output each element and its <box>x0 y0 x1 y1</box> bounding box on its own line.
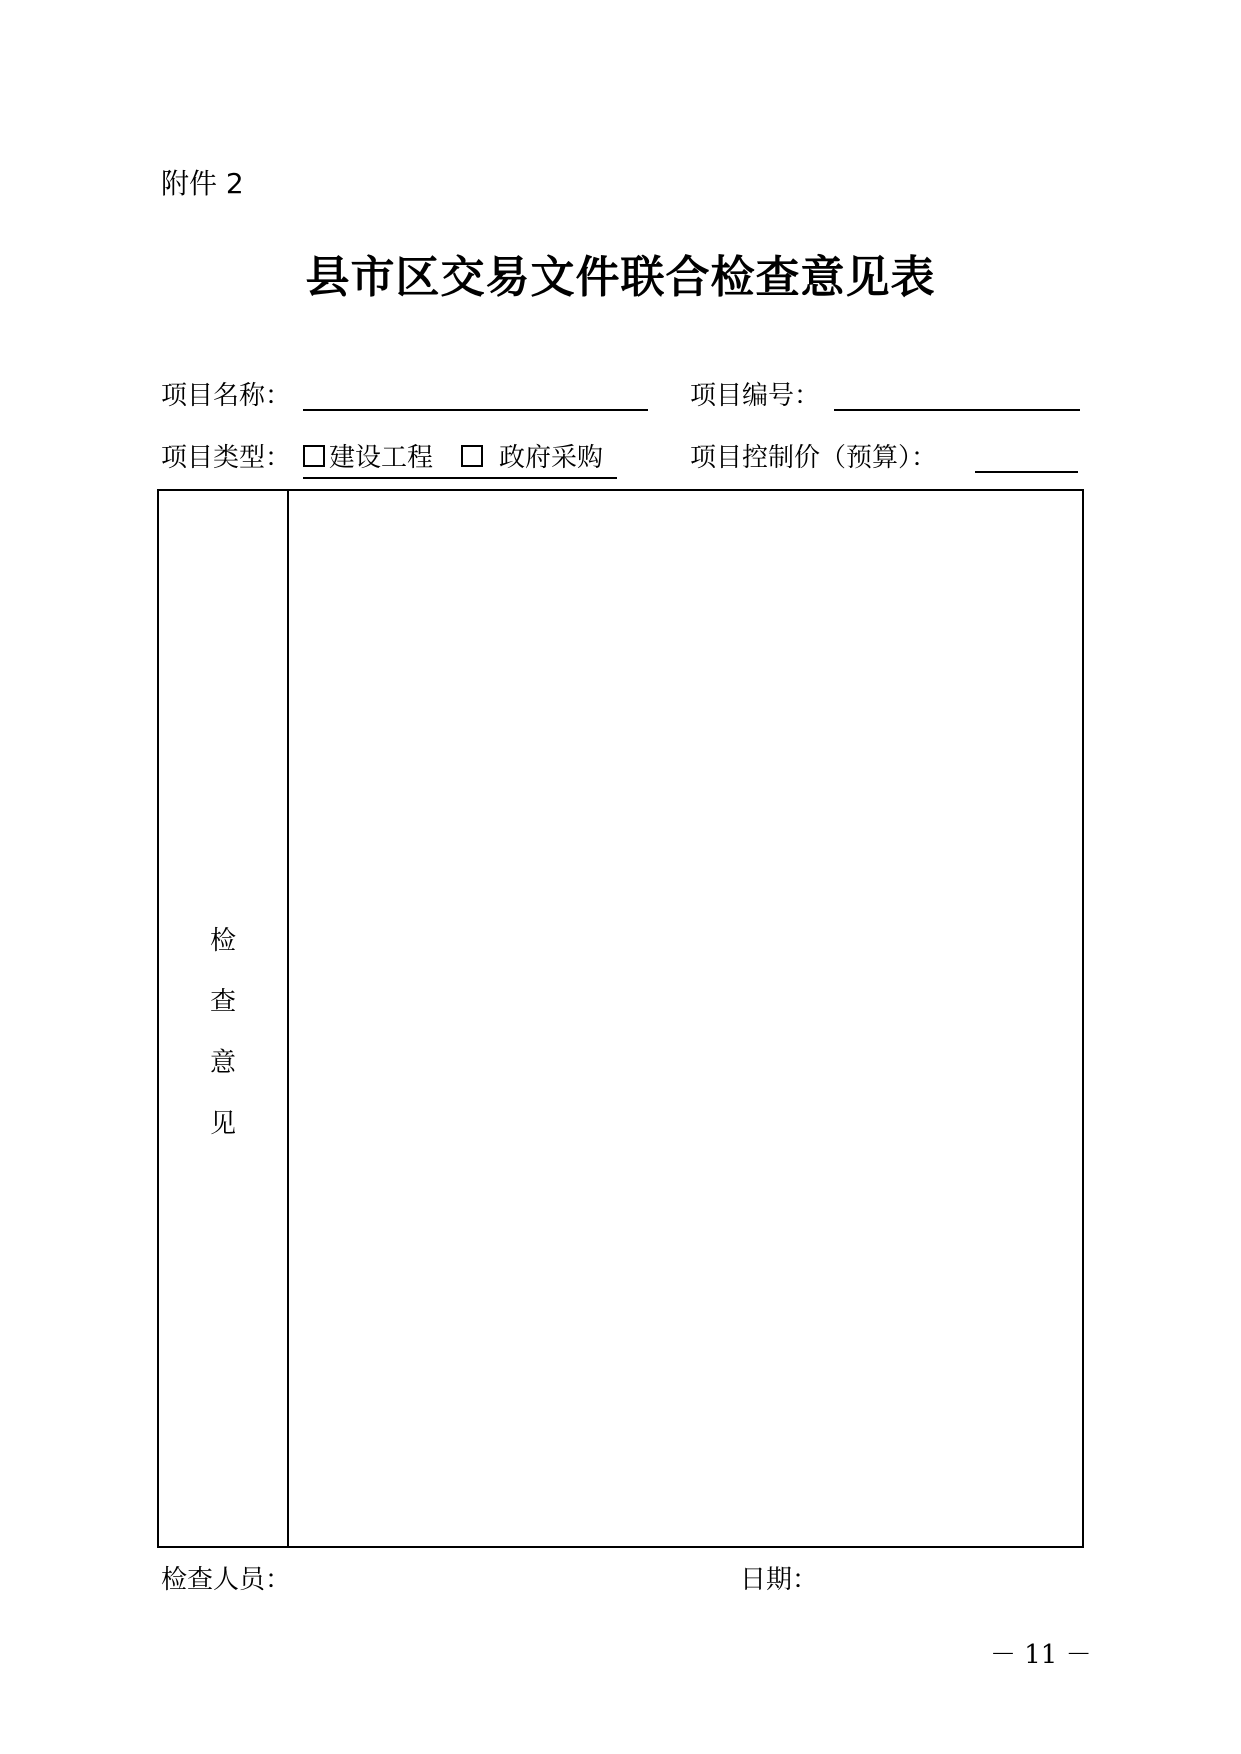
attachment-label: 附件 2 <box>161 167 244 200</box>
project-number-label: 项目编号： <box>690 381 821 411</box>
project-number-field[interactable] <box>834 409 1080 411</box>
opinion-label <box>159 911 287 1155</box>
page-title: 县市区交易文件联合检查意见表 <box>305 252 936 303</box>
page-number: － 11 － <box>990 1640 1092 1670</box>
procurement-option-label: 政府采购 <box>499 443 604 473</box>
opinion-label-char: 见 <box>209 1109 236 1139</box>
procurement-checkbox[interactable] <box>461 445 483 467</box>
project-type-options <box>303 441 617 479</box>
construction-option-label: 建设工程 <box>329 443 434 473</box>
project-name-field[interactable] <box>303 409 648 411</box>
opinion-content-area[interactable] <box>289 491 1082 1546</box>
date-label: 日期： <box>740 1565 819 1595</box>
opinion-label-char: 意 <box>209 1048 236 1078</box>
project-type-label: 项目类型： <box>161 443 292 473</box>
opinion-label-char: 检 <box>209 926 236 956</box>
control-price-label: 项目控制价（预算）： <box>690 443 938 473</box>
inspection-opinion-table <box>157 489 1084 1548</box>
project-name-label: 项目名称： <box>161 381 292 411</box>
construction-checkbox[interactable] <box>303 445 325 467</box>
inspector-label: 检查人员： <box>161 1565 292 1595</box>
control-price-field[interactable] <box>975 471 1078 473</box>
opinion-label-char: 查 <box>209 987 236 1017</box>
